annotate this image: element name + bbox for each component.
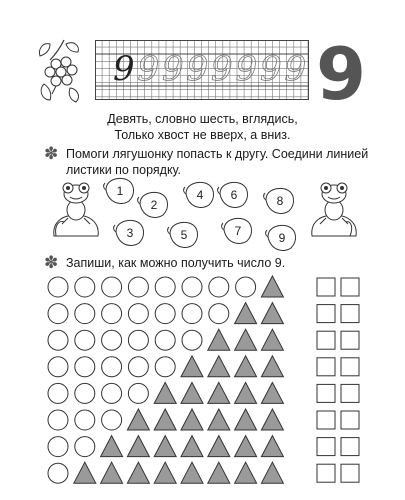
circle-shape: [75, 437, 95, 457]
task1-text-line-1: Помоги лягушонку попасть к другу. Соедини линией: [66, 147, 369, 161]
answer-box[interactable]: [341, 464, 359, 482]
leaf-number: 4: [196, 188, 204, 202]
triangle-shape: [154, 436, 176, 457]
flower-bullet-icon: ✽: [44, 144, 59, 163]
trace-digit-dotted: 9: [162, 49, 184, 89]
answer-box[interactable]: [317, 438, 335, 456]
triangle-shape: [261, 409, 283, 430]
answer-box[interactable]: [317, 331, 335, 349]
circle-shape: [236, 277, 256, 297]
leaf-number: 3: [126, 226, 134, 240]
trace-digit-dotted: 9: [211, 49, 233, 89]
flower-bullet-icon: ✽: [44, 253, 59, 272]
answer-box[interactable]: [341, 278, 359, 296]
triangle-shape: [127, 436, 149, 457]
triangle-shape: [208, 382, 230, 403]
circle-shape: [48, 277, 68, 297]
circle-shape: [128, 383, 148, 403]
answer-box[interactable]: [317, 305, 335, 323]
triangle-shape: [181, 409, 203, 430]
leaf-number: 8: [276, 194, 284, 208]
triangle-shape: [101, 462, 123, 483]
answer-box[interactable]: [341, 438, 359, 456]
leaf-number: 1: [116, 184, 124, 198]
circle-shape: [155, 304, 175, 324]
circle-shape: [102, 383, 122, 403]
trace-digit-dotted: 9: [137, 49, 160, 89]
circle-shape: [48, 357, 68, 377]
trace-digit-dotted: 9: [284, 49, 307, 89]
task2-text: Запиши, как можно получить число 9.: [66, 256, 286, 270]
triangle-shape: [154, 462, 176, 483]
triangle-shape: [261, 436, 283, 457]
task1-text-line-2: листики по порядку.: [66, 163, 182, 177]
big-digit-nine: 9: [316, 32, 367, 116]
triangle-shape: [235, 382, 257, 403]
trace-digit-sample: 9: [113, 49, 135, 89]
circle-shape: [102, 304, 122, 324]
circle-shape: [48, 463, 68, 483]
triangle-shape: [261, 329, 283, 350]
leaf-number: 6: [230, 188, 238, 202]
circle-shape: [102, 357, 122, 377]
triangle-shape: [235, 303, 257, 324]
triangle-shape: [154, 409, 176, 430]
answer-box[interactable]: [341, 384, 359, 402]
triangle-shape: [261, 303, 283, 324]
circle-shape: [182, 330, 202, 350]
answer-box[interactable]: [341, 358, 359, 376]
triangle-shape: [181, 382, 203, 403]
circle-shape: [155, 330, 175, 350]
circle-shape: [128, 277, 148, 297]
triangle-shape: [208, 462, 230, 483]
trace-digit-dotted: 9: [235, 49, 258, 89]
circle-shape: [48, 304, 68, 324]
circle-shape: [75, 383, 95, 403]
poem-line-2: Только хвост не вверх, а вниз.: [114, 128, 291, 142]
circle-shape: [75, 357, 95, 377]
triangle-shape: [261, 356, 283, 377]
circle-shape: [48, 410, 68, 430]
answer-box[interactable]: [341, 305, 359, 323]
circle-shape: [182, 277, 202, 297]
triangle-shape: [235, 409, 257, 430]
triangle-shape: [235, 329, 257, 350]
leaf-number: 2: [150, 198, 158, 212]
circle-shape: [75, 277, 95, 297]
circle-shape: [102, 410, 122, 430]
triangle-shape: [261, 462, 283, 483]
circle-shape: [209, 277, 229, 297]
circle-shape: [209, 304, 229, 324]
trace-digit-dotted: 9: [260, 49, 282, 89]
circle-shape: [48, 383, 68, 403]
trace-digit-dotted: 9: [186, 49, 209, 89]
answer-box[interactable]: [317, 464, 335, 482]
triangle-shape: [208, 329, 230, 350]
triangle-shape: [181, 436, 203, 457]
triangle-shape: [235, 462, 257, 483]
circle-shape: [128, 330, 148, 350]
circle-shape: [155, 357, 175, 377]
answer-box[interactable]: [317, 384, 335, 402]
triangle-shape: [261, 382, 283, 403]
answer-box[interactable]: [317, 278, 335, 296]
answer-box[interactable]: [341, 331, 359, 349]
circle-shape: [102, 330, 122, 350]
triangle-shape: [74, 462, 96, 483]
circle-shape: [75, 330, 95, 350]
triangle-shape: [208, 409, 230, 430]
triangle-shape: [127, 409, 149, 430]
triangle-shape: [181, 356, 203, 377]
circle-shape: [155, 277, 175, 297]
triangle-shape: [154, 382, 176, 403]
triangle-shape: [208, 436, 230, 457]
poem-line-1: Девять, словно шесть, вглядись,: [107, 112, 298, 126]
circle-shape: [182, 304, 202, 324]
triangle-shape: [235, 356, 257, 377]
circle-shape: [48, 330, 68, 350]
circle-shape: [48, 437, 68, 457]
circle-shape: [128, 304, 148, 324]
circle-shape: [75, 410, 95, 430]
triangle-shape: [235, 436, 257, 457]
triangle-shape: [208, 356, 230, 377]
leaf-number: 9: [278, 231, 286, 245]
answer-box[interactable]: [317, 358, 335, 376]
triangle-shape: [101, 436, 123, 457]
leaf-number: 5: [180, 228, 188, 242]
triangle-shape: [127, 462, 149, 483]
answer-box[interactable]: [341, 411, 359, 429]
leaf-number: 7: [234, 224, 242, 238]
answer-box[interactable]: [317, 411, 335, 429]
circle-shape: [128, 357, 148, 377]
triangle-shape: [181, 462, 203, 483]
circle-shape: [102, 277, 122, 297]
triangle-shape: [261, 276, 283, 297]
circle-shape: [75, 304, 95, 324]
